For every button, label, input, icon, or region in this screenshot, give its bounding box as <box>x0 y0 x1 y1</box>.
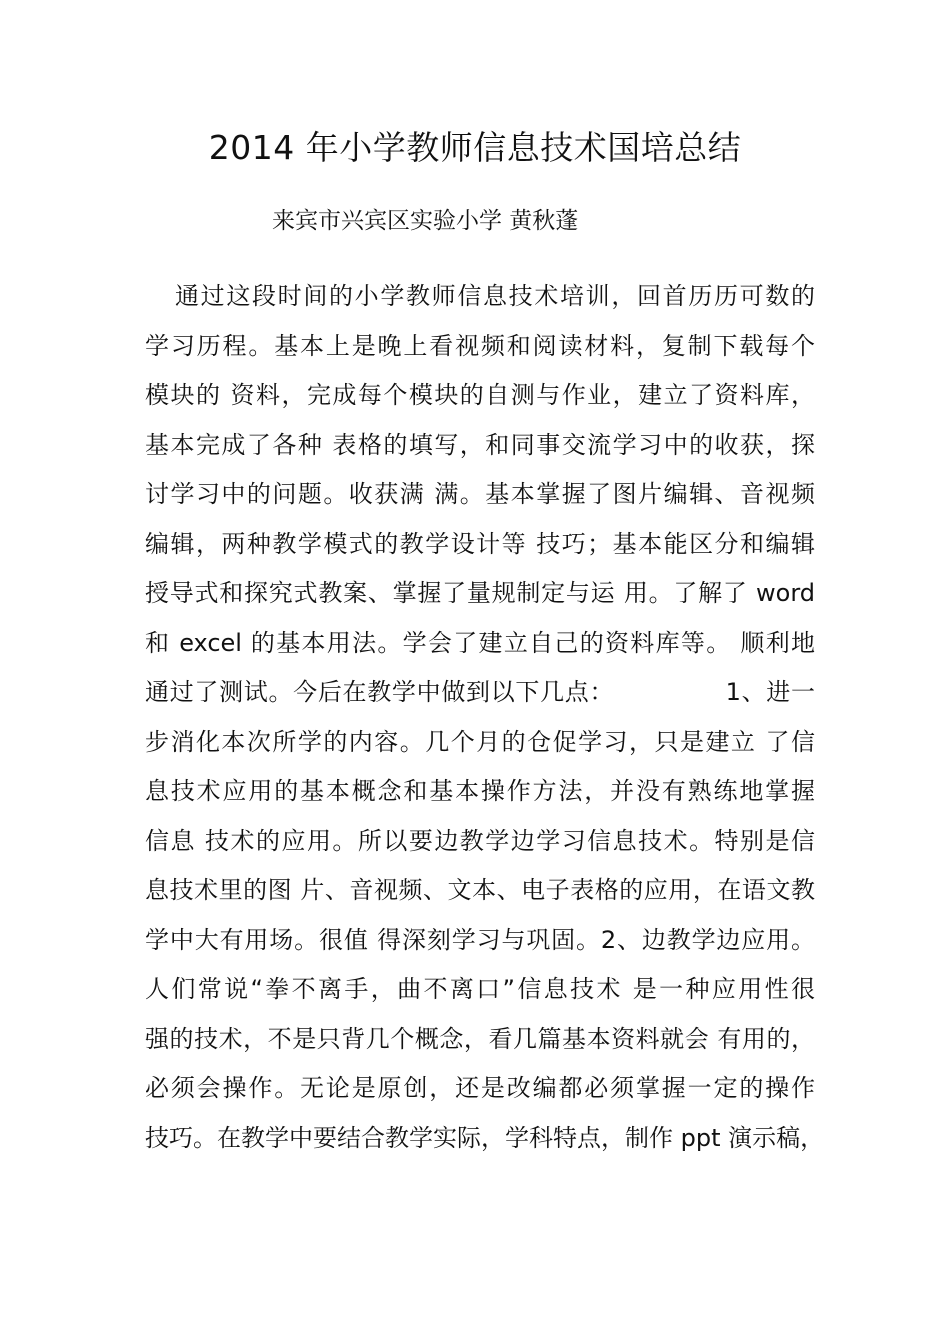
body-line: 技巧。在教学中要结合教学实际，学科特点，制作 ppt 演示稿， <box>145 1123 825 1152</box>
body-paragraph <box>145 276 825 1167</box>
body-line: 步消化本次所学的内容。几个月的仓促学习，只是建立 了信 <box>145 727 815 756</box>
body-line: 人们常说“拳不离手，曲不离口”信息技术 是一种应用性很 <box>145 975 815 1003</box>
body-line: 讨学习中的问题。收获满 满。基本掌握了图片编辑、音视频 <box>145 480 815 508</box>
body-line: 通过了测试。今后在教学中做到以下几点： 1、进一 <box>145 678 815 706</box>
body-line: 编辑，两种教学模式的教学设计等 技巧；基本能区分和编辑 <box>145 529 815 558</box>
body-line: 必须会操作。无论是原创，还是改编都必须掌握一定的操作 <box>145 1074 815 1102</box>
body-line: 学习历程。基本上是晚上看视频和阅读材料，复制下载每个 <box>145 331 815 360</box>
body-line: 通过这段时间的小学教师信息技术培训，回首历历可数的 <box>175 282 815 310</box>
document-author: 来宾市兴宾区实验小学 黄秋蓬 <box>272 208 579 234</box>
body-line: 息技术应用的基本概念和基本操作方法，并没有熟练地掌握 <box>145 777 815 805</box>
body-line: 强的技术，不是只背几个概念，看几篇基本资料就会 有用的， <box>145 1024 815 1053</box>
body-line: 基本完成了各种 表格的填写，和同事交流学习中的收获，探 <box>145 430 815 459</box>
body-line: 学中大有用场。很值 得深刻学习与巩固。2、边教学边应用。 <box>145 925 815 954</box>
body-line: 模块的 资料，完成每个模块的自测与作业，建立了资料库， <box>145 381 815 409</box>
body-line: 信息 技术的应用。所以要边教学边学习信息技术。特别是信 <box>145 826 815 855</box>
document-title: 2014 年小学教师信息技术国培总结 <box>208 128 742 167</box>
body-line: 授导式和探究式教案、掌握了量规制定与运 用。了解了 word <box>145 579 815 607</box>
body-line: 和 excel 的基本用法。学会了建立自己的资料库等。 顺利地 <box>145 628 815 657</box>
body-line: 息技术里的图 片、音视频、文本、电子表格的应用，在语文教 <box>145 876 815 904</box>
